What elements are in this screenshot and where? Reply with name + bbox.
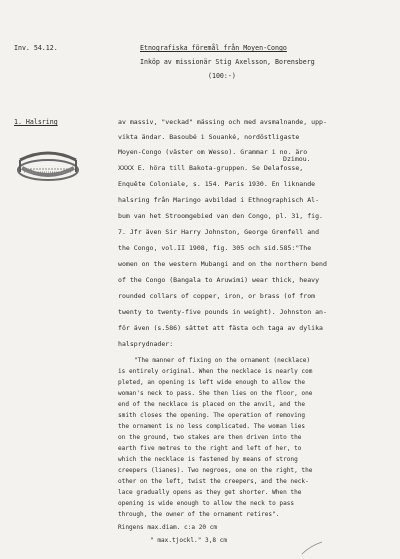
inventory-number: Inv. 54.12.: [14, 44, 58, 52]
quote-line: through, the owner of the ornament retires".: [118, 511, 280, 518]
quote-line: pleted, an opening is left wide enough to allow the: [118, 379, 306, 386]
quote-line: "The manner of fixing on the ornament (necklace): [134, 357, 311, 364]
measure-line: " max.tjockl." 3,8 cm: [150, 537, 228, 544]
body-line: halsprydnader:: [118, 340, 174, 348]
quote-line: other on the left, twist the creepers, and the neck-: [118, 478, 309, 485]
quote-line: creepers (lianes). Two negroes, one on the right, the: [118, 467, 313, 474]
body-line: XXXX E. höra till Bakota-gruppen. Se Delafosse,: [118, 164, 304, 172]
quote-line: is entirely original. When the necklace is nearly com: [118, 368, 313, 375]
measure-line: Ringens max.diam. c:a 20 cm: [118, 524, 218, 531]
quote-line: lace gradually opens as they get shorter. When the: [118, 489, 302, 496]
quote-line: earth five metres to the right and left of her, to: [118, 445, 302, 452]
entry-label: 1. Halsring: [14, 118, 58, 126]
quote-line: smith closes the opening. The operation of removing: [118, 412, 306, 419]
body-line: halsring från Maringo avbildad i Ethnographisch Al-: [118, 196, 320, 204]
document-subtitle: Inköp av missionär Stig Axelsson, Borensberg: [140, 58, 315, 66]
price: (100:-): [208, 72, 236, 80]
body-line: the Congo, vol.II 1908, fig. 305 och sid.585:"The: [118, 244, 312, 252]
body-line: av massiv, "veckad" mässing och med avsmalnande, upp-: [118, 118, 327, 126]
neck-ring-image: [14, 138, 82, 188]
body-line: Dzimou.: [283, 155, 311, 163]
body-line: för även (s.586) sättet att fästa och taga av dylika: [118, 324, 323, 332]
body-line: 7. Jfr även Sir Harry Johnston, George Grenfell and: [118, 228, 320, 236]
quote-line: end of the necklace is placed on the anvil, and the: [118, 401, 306, 408]
body-line: rounded collars of copper, iron, or brass (of from: [118, 292, 316, 300]
quote-line: which the necklace is fastened by means of strong: [118, 456, 298, 463]
body-line: bum van het Stroomgebied van den Congo, pl. 31, fig.: [118, 212, 323, 220]
pencil-mark-icon: [300, 540, 330, 556]
body-line: vikta ändar. Basoubé i Souanké, nordöstligaste: [118, 133, 300, 141]
entry-number-label: [14, 118, 58, 126]
body-line: of the Congo (Bangala to Aruwimi) wear thick, heavy: [118, 276, 320, 284]
document-title: Etnografiska föremål från Moyen-Congo: [140, 44, 287, 52]
quote-line: opening is wide enough to allow the neck to pass: [118, 500, 295, 507]
body-line: Moyen-Congo (väster om Wesso). Grammar i no. äro: [118, 148, 308, 156]
quote-line: the ornament is no less complicated. The woman lies: [118, 423, 306, 430]
body-line: twenty to twenty-five pounds in weight). Johnston an-: [118, 308, 327, 316]
body-line: Enquête Coloniale, s. 154. Paris 1930. En liknande: [118, 180, 316, 188]
quote-line: woman's neck to pass. She then lies on the floor, one: [118, 390, 313, 397]
quote-line: on the ground, two stakes are then driven into the: [118, 434, 302, 441]
body-line: women on the western Mubangi and on the northern bend: [118, 260, 327, 268]
